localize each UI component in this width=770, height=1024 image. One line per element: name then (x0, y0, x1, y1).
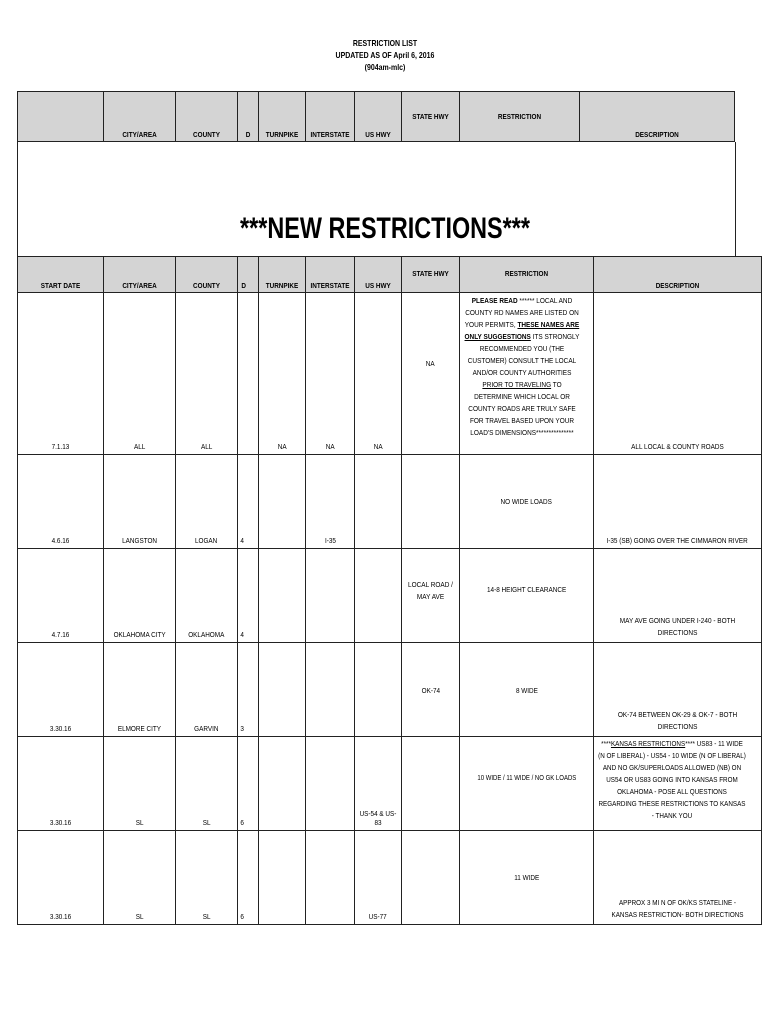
top-header-state-hwy: STATE HWY (402, 92, 460, 142)
cell-state-hwy (402, 831, 460, 925)
cell-interstate (306, 549, 355, 643)
top-header-start-date (18, 92, 104, 142)
cell-d: 6 (238, 831, 259, 925)
cell-us-hwy (355, 643, 402, 737)
cell-description: MAY AVE GOING UNDER I-240 - BOTH DIRECTIONS (594, 549, 762, 643)
cell-county: GARVIN (176, 643, 238, 737)
cell-county: SL (176, 737, 238, 831)
cell-turnpike (259, 549, 306, 643)
cell-d: 4 (238, 549, 259, 643)
top-header-d: D (238, 92, 259, 142)
col-interstate: INTERSTATE (306, 257, 355, 293)
please-read-label: PLEASE READ (471, 296, 518, 305)
column-header-row (18, 257, 762, 293)
cell-interstate (306, 831, 355, 925)
cell-start-date: 4.7.16 (18, 549, 104, 643)
cell-us-hwy: NA (355, 293, 402, 455)
cell-interstate (306, 737, 355, 831)
cell-restriction: 14-8 HEIGHT CLEARANCE (460, 549, 594, 643)
suggestions-note: THESE NAMES ARE ONLY SUGGESTIONS (464, 320, 580, 341)
cell-interstate (306, 643, 355, 737)
cell-city-area: ALL (104, 293, 176, 455)
section-title: ***NEW RESTRICTIONS*** (240, 212, 530, 245)
doc-version: (904am-mlc) (364, 62, 406, 72)
cell-interstate: NA (306, 293, 355, 455)
cell-county: OKLAHOMA (176, 549, 238, 643)
cell-county: SL (176, 831, 238, 925)
cell-us-hwy (355, 549, 402, 643)
table-row (18, 293, 762, 455)
kansas-restrictions-label: KANSAS RESTRICTIONS (610, 739, 686, 748)
cell-interstate: I-35 (306, 455, 355, 549)
cell-d: 3 (238, 643, 259, 737)
cell-description: OK-74 BETWEEN OK-29 & OK-7 - BOTH DIRECTIONS (594, 643, 762, 737)
doc-title: RESTRICTION LIST (352, 38, 418, 48)
cell-state-hwy (402, 737, 460, 831)
cell-county: LOGAN (176, 455, 238, 549)
cell-state-hwy: NA (402, 293, 460, 455)
doc-updated-date: UPDATED AS OF April 6, 2016 (335, 50, 435, 60)
col-turnpike: TURNPIKE (259, 257, 306, 293)
cell-city-area: ELMORE CITY (104, 643, 176, 737)
col-county: COUNTY (176, 257, 238, 293)
cell-d: 6 (238, 737, 259, 831)
top-header-county: COUNTY (176, 92, 238, 142)
table-row (18, 737, 762, 831)
cell-county: ALL (176, 293, 238, 455)
cell-start-date: 3.30.16 (18, 643, 104, 737)
table-row (18, 549, 762, 643)
top-header-city-area: CITY/AREA (104, 92, 176, 142)
cell-turnpike (259, 643, 306, 737)
cell-turnpike (259, 831, 306, 925)
cell-start-date: 4.6.16 (18, 455, 104, 549)
top-header-turnpike: TURNPIKE (259, 92, 306, 142)
col-state-hwy: STATE HWY (402, 257, 460, 293)
cell-restriction: NO WIDE LOADS (460, 455, 594, 549)
cell-description: ALL LOCAL & COUNTY ROADS (594, 293, 762, 455)
col-us-hwy: US HWY (355, 257, 402, 293)
cell-restriction: 11 WIDE (460, 831, 594, 925)
cell-city-area: SL (104, 831, 176, 925)
top-header-us-hwy: US HWY (355, 92, 402, 142)
top-header-interstate: INTERSTATE (306, 92, 355, 142)
cell-us-hwy: US-77 (355, 831, 402, 925)
cell-state-hwy: LOCAL ROAD / MAY AVE (402, 549, 460, 643)
top-header-table (17, 91, 735, 142)
cell-state-hwy: OK-74 (402, 643, 460, 737)
top-header-description: DESCRIPTION (580, 92, 735, 142)
cell-start-date: 3.30.16 (18, 831, 104, 925)
table-row (18, 643, 762, 737)
cell-city-area: LANGSTON (104, 455, 176, 549)
col-city-area: CITY/AREA (104, 257, 176, 293)
cell-d (238, 293, 259, 455)
cell-city-area: OKLAHOMA CITY (104, 549, 176, 643)
col-description: DESCRIPTION (594, 257, 762, 293)
table-row (18, 455, 762, 549)
cell-start-date: 3.30.16 (18, 737, 104, 831)
restrictions-table (17, 256, 762, 925)
cell-turnpike (259, 737, 306, 831)
cell-description: I-35 (SB) GOING OVER THE CIMMARON RIVER (594, 455, 762, 549)
table-row (18, 831, 762, 925)
cell-city-area: SL (104, 737, 176, 831)
col-restriction: RESTRICTION (460, 257, 594, 293)
cell-start-date: 7.1.13 (18, 293, 104, 455)
cell-state-hwy (402, 455, 460, 549)
cell-us-hwy (355, 455, 402, 549)
cell-d: 4 (238, 455, 259, 549)
cell-turnpike (259, 455, 306, 549)
col-start-date: START DATE (18, 257, 104, 293)
cell-us-hwy: US-54 & US-83 (355, 737, 402, 831)
cell-description: ****KANSAS RESTRICTIONS**** US83 - 11 WIDE (N OF LIBERAL) - US54 - 10 WIDE (N OF LIBERAL) AND NO GK/SUPERLOADS ALLOWED (NB) ON US54 OR US83 GOING INTO KANSAS FROM OKLAHOMA - POSE ALL QUESTIONS REGARDING THESE RESTRICTIONS TO KANSAS - THANK YOU (594, 737, 762, 831)
cell-restriction: PLEASE READ ****** LOCAL AND COUNTY RD NAMES ARE LISTED ON YOUR PERMITS, THESE NAMES ARE ONLY SUGGESTIONS ITS STRONGLY RECOMMENDED YOU (THE CUSTOMER) CONSULT THE LOCAL AND/OR COUNTY AUTHORITIES PRIOR TO TRAVELING TO DETERMINE WHICH LOCAL OR COUNTY ROADS ARE TRULY SAFE FOR TRAVEL BASED UPON YOUR LOAD'S DIMENSIONS*************** (460, 293, 594, 455)
top-header-restriction: RESTRICTION (460, 92, 580, 142)
cell-restriction: 8 WIDE (460, 643, 594, 737)
cell-turnpike: NA (259, 293, 306, 455)
cell-restriction: 10 WIDE / 11 WIDE / NO GK LOADS (460, 737, 594, 831)
cell-description: APPROX 3 MI N OF OK/KS STATELINE - KANSAS RESTRICTION- BOTH DIRECTIONS (594, 831, 762, 925)
col-d: D (238, 257, 259, 293)
